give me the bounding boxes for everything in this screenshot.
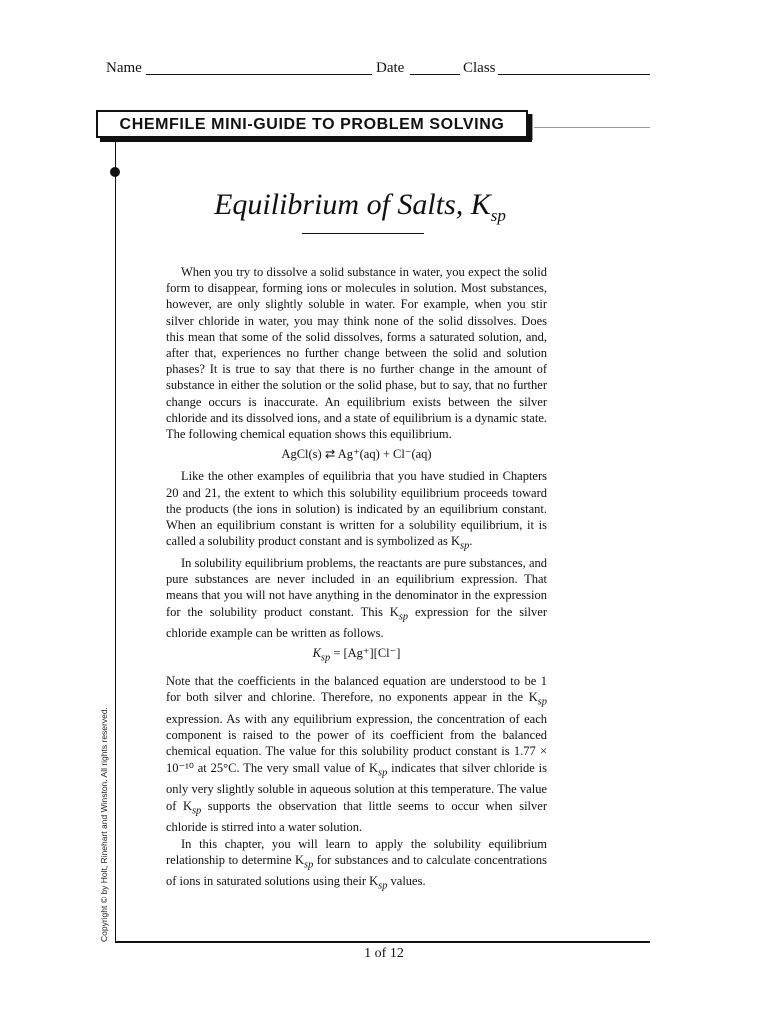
paragraph-coefficients: Note that the coefficients in the balanced equation are understood to be 1 for both silver and chlorine. Therefore, no exponents appear in the $K_{sp}$ expression. As with any equilibrium expression, the concentration of each component is raised to the power of its coefficient from the balanced chemical equation. The value for this solubility product constant is 1.77 × 10⁻¹⁰ at 25°C. The very small value of $K_{sp}$ indicates that silver chloride is only very slightly soluble in aqueous solution at this temperature. The value of $K_{sp}$ supports the observation that little seems to occur when silver chloride is stirred into a water solution. (166, 674, 547, 835)
date-field[interactable] (410, 74, 460, 75)
body-text (166, 264, 547, 895)
page-bottom-rule (115, 941, 650, 943)
banner-text: CHEMFILE MINI-GUIDE TO PROBLEM SOLVING (119, 116, 505, 133)
equation-dissolution: AgCl(s) ⇄ Ag⁺(aq) + Cl⁻(aq) (281, 447, 432, 462)
equation-ksp: $K_{sp} = [Ag^+][Cl^-]$ (312, 646, 401, 664)
margin-line (115, 140, 116, 943)
page-number: 1 of 12 (364, 946, 404, 961)
class-label: Class (463, 60, 496, 76)
name-label: Name (106, 60, 142, 76)
paragraph-intro: When you try to dissolve a solid substance in water, you expect the solid form to disappear, forming ions or molecules in solution. Most substances, however, are only slightly soluble in water. For example, when you stir silver chloride in water, you may think none of the solid dissolves. Does this mean that some of the solid dissolves, forms a saturated solution, and, after that, experiences no further change between the solid and solution phases? It is true to say that there is no further change in the amount of substance in either the solution or the solid phase, but to say, that no further change occurs is inaccurate. An equilibrium exists between the silver chloride and its dissolved ions, and a state of equilibrium is a dynamic state. The following chemical equation shows this equilibrium. (166, 265, 547, 442)
date-label: Date (376, 60, 405, 76)
name-field[interactable] (146, 74, 372, 75)
paragraph-ksp-definition: Like the other examples of equilibria that you have studied in Chapters 20 and 21, the extent to which this solubility equilibrium proceeds toward the products (the ions in solution) is indicated by an equilibrium constant. When an equilibrium constant is written for a solubility equilibrium, it is called a solubility product constant and is symbolized as $K_{sp}$. (166, 469, 547, 552)
paragraph-pure-substances: In solubility equilibrium problems, the reactants are pure substances, and pure substances are never included in an equilibrium expression. That means that you will not have anything in the denominator in the expression for the solubility product constant. This $K_{sp}$ expression for the silver chloride example can be written as follows. (166, 555, 547, 641)
title-underline (302, 233, 424, 234)
banner-tick (532, 114, 533, 140)
copyright-notice: Copyright © by Holt, Rinehart and Winston. All rights reserved. (99, 707, 109, 942)
banner-rule (534, 127, 650, 128)
chemfile-banner (96, 110, 528, 138)
class-field[interactable] (498, 74, 650, 75)
student-info-header (106, 60, 650, 82)
paragraph-chapter-goals: In this chapter, you will learn to apply the solubility equilibrium relationship to determine $K_{sp}$ for substances and to calculate concentrations of ions in saturated solutions using their $K_{sp}$ values. (166, 836, 548, 892)
page-title: Equilibrium of Salts, $K_{sp}$ (214, 188, 506, 225)
margin-bullet (110, 167, 120, 177)
